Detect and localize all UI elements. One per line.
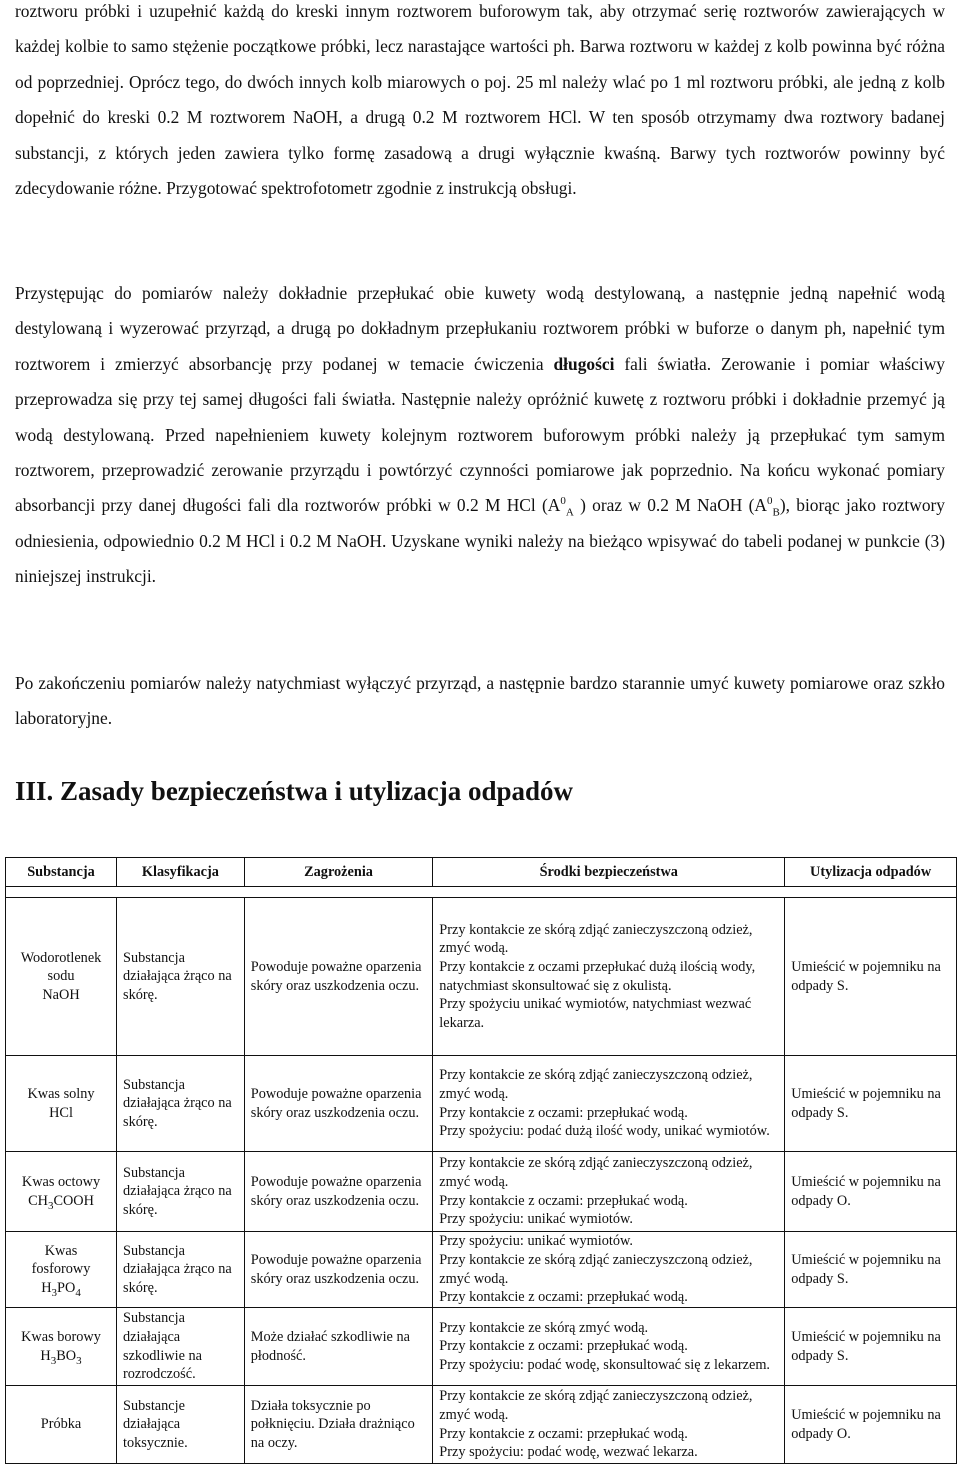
subscript: B [772,506,780,519]
substance-cell [6,898,117,1056]
bold-term: długości [553,353,615,374]
substance-cell [6,1386,117,1464]
formula-part: PO [57,1279,76,1296]
formula-part: H [41,1279,52,1296]
safety-line: Przy kontakcie ze skórą zdjąć zanieczyszczoną odzież, zmyć wodą. [439,1155,753,1190]
text-run: Przystępując do pomiarów należy dokładnie przepłukać obie kuwety wodą destylowaną, a następnie jedną napełnić wodą destylowaną i wyzerować przyrząd, a drugą po dokładnym przepłukaniu roztworem próbki w buforze o danym ph, napełnić tym roztworem i zmierzyć absorbancję przy podanej w temacie ćwiczenia [15,283,945,374]
safety-line: Przy spożyciu: podać wodę, wezwać lekarza. [439,1444,698,1461]
substance-name: Próbka [40,1416,82,1433]
formula-subscript: 3 [76,1354,82,1367]
formula-subscript: 3 [50,1354,57,1367]
safety-line: Przy kontakcie z oczami: przepłukać wodą. [439,1289,688,1306]
substance-cell [6,1308,117,1386]
header-safety-measures: Środki bezpieczeństwa [433,858,785,887]
table-row [6,898,957,1056]
safety-line: Przy spożyciu: unikać wymiotów. [439,1233,633,1250]
text-run: ), biorąc jako roztwory odniesienia, odpowiednio 0.2 M HCl i 0.2 M NaOH. Uzyskane wyniki należy na bieżąco wpisywać do tabeli podanej w punkcie (3) niniejszej instrukcji. [15,495,946,587]
safety-line: Przy kontakcie ze skórą zdjąć zanieczyszczoną odzież, zmyć wodą. [439,1067,753,1102]
hazards-cell: Powoduje poważne oparzenia skóry oraz uszkodzenia oczu. [244,898,433,1056]
classification-cell: Substancja działająca żrąco na skórę. [117,1152,245,1232]
classification-cell: Substancja działająca szkodliwie na rozrodczość. [117,1308,245,1386]
section-title: III. Zasady bezpieczeństwa i utylizacja odpadów [15,776,574,806]
table-row [6,1308,957,1386]
safety-line: Przy kontakcie z oczami: przepłukać wodą. [439,1425,688,1442]
substance-formula: NaOH [42,986,80,1003]
substance-formula [12,1192,110,1211]
safety-line: Przy spożyciu: unikać wymiotów. [439,1211,633,1228]
safety-line: Przy kontakcie ze skórą zdjąć zanieczyszczoną odzież, zmyć wodą. [439,1251,753,1287]
safety-line: Przy spożyciu: podać wodę, skonsultować się z lekarzem. [439,1356,771,1373]
safety-line: Przy spożyciu unikać wymiotów, natychmiast wezwać lekarza. [439,996,752,1031]
disposal-cell: Umieścić w pojemniku na odpady S. [785,898,957,1056]
disposal-cell: Umieścić w pojemniku na odpady S. [785,1308,957,1386]
superscript: 0 [767,495,773,508]
disposal-cell: Umieścić w pojemniku na odpady S. [785,1232,957,1308]
hazards-cell: Powoduje poważne oparzenia skóry oraz uszkodzenia oczu. [244,1056,433,1152]
safety-table [5,857,957,1464]
safety-line: Przy kontakcie z oczami: przepłukać wodą. [439,1338,688,1355]
classification-cell: Substancje działająca toksycznie. [117,1386,245,1464]
table-header-row [6,858,957,887]
safety-line: Przy kontakcie ze skórą zdjąć zanieczyszczoną odzież, zmyć wodą. [439,921,753,957]
formula-subscript: 3 [51,1286,58,1299]
substance-name: Kwas octowy [21,1173,101,1190]
safety-line: Przy kontakcie z oczami: przepłukać wodą. [439,1104,688,1121]
classification-cell: Substancja działająca żrąco na skórę. [117,1232,245,1308]
hazards-cell: Powoduje poważne oparzenia skóry oraz uszkodzenia oczu. [244,1232,433,1308]
table-row [6,1056,957,1152]
substance-formula [12,1279,110,1298]
safety-cell [433,1308,785,1386]
substance-name: Kwas solny [27,1085,95,1102]
safety-cell [433,1232,785,1308]
table-row [6,1152,957,1232]
substance-cell [6,1056,117,1152]
formula-part: H [40,1347,51,1364]
paragraph-cleanup: Po zakończeniu pomiarów należy natychmiast wyłączyć przyrząd, a następnie bardzo starannie umyć kuwety pomiarowe oraz szkło laboratoryjne. [15,673,945,729]
formula-subscript: 4 [75,1286,81,1299]
superscript: 0 [560,495,566,508]
safety-line: Przy kontakcie z oczami: przepłukać wodą. [439,1192,688,1209]
disposal-cell: Umieścić w pojemniku na odpady O. [785,1386,957,1464]
substance-name: sodu [47,968,75,985]
substance-formula: HCl [49,1104,73,1121]
substance-name: fosforowy [31,1261,91,1278]
substance-name: Kwas borowy [21,1328,101,1345]
substance-name: Kwas [44,1242,78,1259]
header-classification: Klasyfikacja [117,858,245,887]
text-run: fali światła. Zerowanie i pomiar właściwy przeprowadza się przy tej samej długości fali światła. Następnie należy opróżnić kuwetę z roztworu próbki i dokładnie przemyć ją wodą destylowaną. Przed napełnieniem kuwety kolejnym roztworem buforowym próbki należy ją przepłukać tym samym roztworem, przeprowadzić zerowanie przyrządu i powtórzyć czynności pomiarowe jak poprzednio. Na końcu wykonać pomiary absorbancji przy danej długości fali dla roztworów próbki w 0.2 M HCl (A [15,353,945,516]
header-hazards: Zagrożenia [244,858,433,887]
disposal-cell: Umieścić w pojemniku na odpady O. [785,1152,957,1232]
formula-part: CH [28,1192,48,1209]
paragraph-sample-preparation: roztworu próbki i uzupełnić każdą do kreski innym roztworem buforowym tak, aby otrzymać serię roztworów zawierających w każdej kolbie to samo stężenie początkowe próbki, lecz narastające wartości ph. Barwa roztworu w każdej z kolb powinna być różna od poprzedniej. Oprócz tego, do dwóch innych kolb miarowych o poj. 25 ml należy wlać po 1 ml roztworu próbki, ale jedną z kolb dopełnić do kreski 0.2 M roztworem NaOH, a drugą 0.2 M roztworem HCl. W ten sposób otrzymamy dwa roztwory badanej substancji, z których jeden zawiera tylko formę zasadową a drugi wyłącznie kwaśną. Barwy tych roztworów powinny być zdecydowanie różne. Przygotować spektrofotometr zgodnie z instrukcją obsługi. [15,1,945,199]
paragraph-measurement-procedure [15,276,945,595]
safety-cell [433,1056,785,1152]
formula-part: BO [56,1347,77,1364]
text-run: ) oraz w 0.2 M NaOH (A [573,495,767,516]
disposal-cell: Umieścić w pojemniku na odpady S. [785,1056,957,1152]
substance-formula [12,1347,110,1366]
formula-part: COOH [53,1192,94,1209]
substance-name: Wodorotlenek [20,949,102,966]
hazards-cell: Działa toksycznie po połknięciu. Działa drażniąco na oczy. [244,1386,433,1464]
safety-cell [433,1152,785,1232]
safety-cell [433,898,785,1056]
substance-cell [6,1152,117,1232]
substance-cell [6,1232,117,1308]
hazards-cell: Powoduje poważne oparzenia skóry oraz uszkodzenia oczu. [244,1152,433,1232]
classification-cell: Substancja działająca żrąco na skórę. [117,1056,245,1152]
safety-line: Przy spożyciu: podać dużą ilość wody, unikać wymiotów. [439,1123,770,1140]
table-row [6,1232,957,1308]
table-spacer-row [6,887,957,898]
safety-line: Przy kontakcie ze skórą zmyć wodą. [439,1319,649,1336]
safety-line: Przy kontakcie ze skórą zdjąć zanieczyszczoną odzież, zmyć wodą. [439,1388,753,1423]
header-substance: Substancja [6,858,117,887]
hazards-cell: Może działać szkodliwie na płodność. [244,1308,433,1386]
formula-subscript: 3 [47,1199,54,1212]
header-waste-disposal: Utylizacja odpadów [785,858,957,887]
classification-cell: Substancja działająca żrąco na skórę. [117,898,245,1056]
table-row [6,1386,957,1464]
safety-cell [433,1386,785,1464]
safety-line: Przy kontakcie z oczami przepłukać dużą ilością wody, natychmiast skonsultować się z okulistą. [439,958,756,994]
subscript: A [565,506,574,519]
